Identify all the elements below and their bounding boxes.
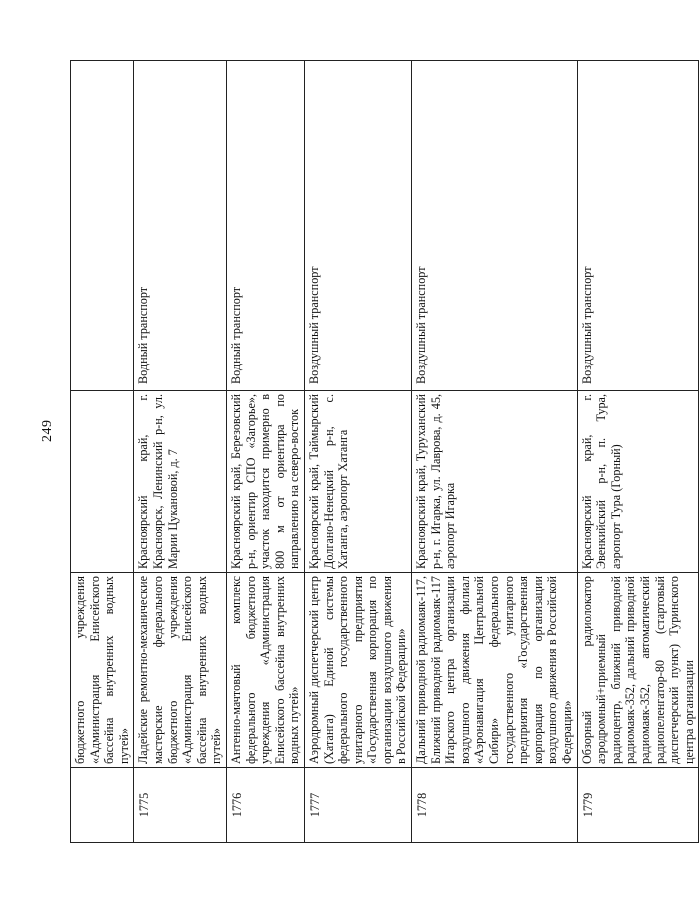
object-name: Ладейские ремонтно-механические мастерские федерального бюджетного учреждения «Администрация Енисейского бассейна внутренних водных путей» [134,573,227,768]
document-page [70,61,696,843]
object-name: бюджетного учреждения «Администрация Енисейского бассейна внутренних водных путей» [71,573,134,768]
row-number: 1778 [412,768,578,843]
table-row [412,61,578,843]
table-row [134,61,227,843]
object-name: Аэродромный диспетчерский центр (Хатанга) Единой системы федерального государственного унитарного предприятия «Государственная корпорация по организации воздушного движения в Российской Федерации» [304,573,411,768]
object-category: Воздушный транспорт [412,61,578,391]
objects-table [70,60,699,843]
table-row [71,61,134,843]
object-category: Водный транспорт [226,61,304,391]
table-row [226,61,304,843]
object-address: Красноярский край, г. Эвенкийский р-н, п. Тура, аэропорт Тура (Горный) [577,391,699,573]
object-category: Воздушный транспорт [577,61,699,391]
row-number: 1776 [226,768,304,843]
object-category: Воздушный транспорт [304,61,411,391]
object-address: Красноярский край, Березовский р-н, ориентир СПО «Загорье», участок находится примерно в 800 м от ориентира по направлению на северо-восток [226,391,304,573]
object-address: Красноярский край, Таймырский Долгано-Ненецкий р-н, с. Хатанга, аэропорт Хатанга [304,391,411,573]
object-name: Антенно-мачтовый комплекс федерального бюджетного учреждения «Администрация Енисейского бассейна внутренних водных путей» [226,573,304,768]
object-address: Красноярский край, Туруханский р-н, г. Игарка, ул. Лаврова, д. 45, аэропорт Игарка [412,391,578,573]
object-category [71,61,134,391]
page-number: 249 [40,419,55,442]
object-name: Дальний приводной радиомаяк-117, Ближний приводной радиомаяк-117 Игарского центра организации воздушного движения филиал «Аэронавигация Центральной Сибири» федерального государственного унитарного предприятия «Государственная корпорация по организации воздушного движения в Российской Федерации» [412,573,578,768]
object-address: Красноярский край, г. Красноярск, Ленинский р-н, ул. Марии Цукановой, д. 7 [134,391,227,573]
row-number: 1777 [304,768,411,843]
row-number: 1775 [134,768,227,843]
row-number: 1779 [577,768,699,843]
object-category: Водный транспорт [134,61,227,391]
table-row [577,61,699,843]
object-address [71,391,134,573]
table-row [304,61,411,843]
object-name: Обзорный радиолокатор аэродромный+приемный радиоцентр, ближний приводной радиомаяк-352, дальний приводной радиомаяк-352, автоматический радиопеленгатор-80 (стартовый диспетчерский пункт) Туринского центра организации [577,573,699,768]
row-number [71,768,134,843]
